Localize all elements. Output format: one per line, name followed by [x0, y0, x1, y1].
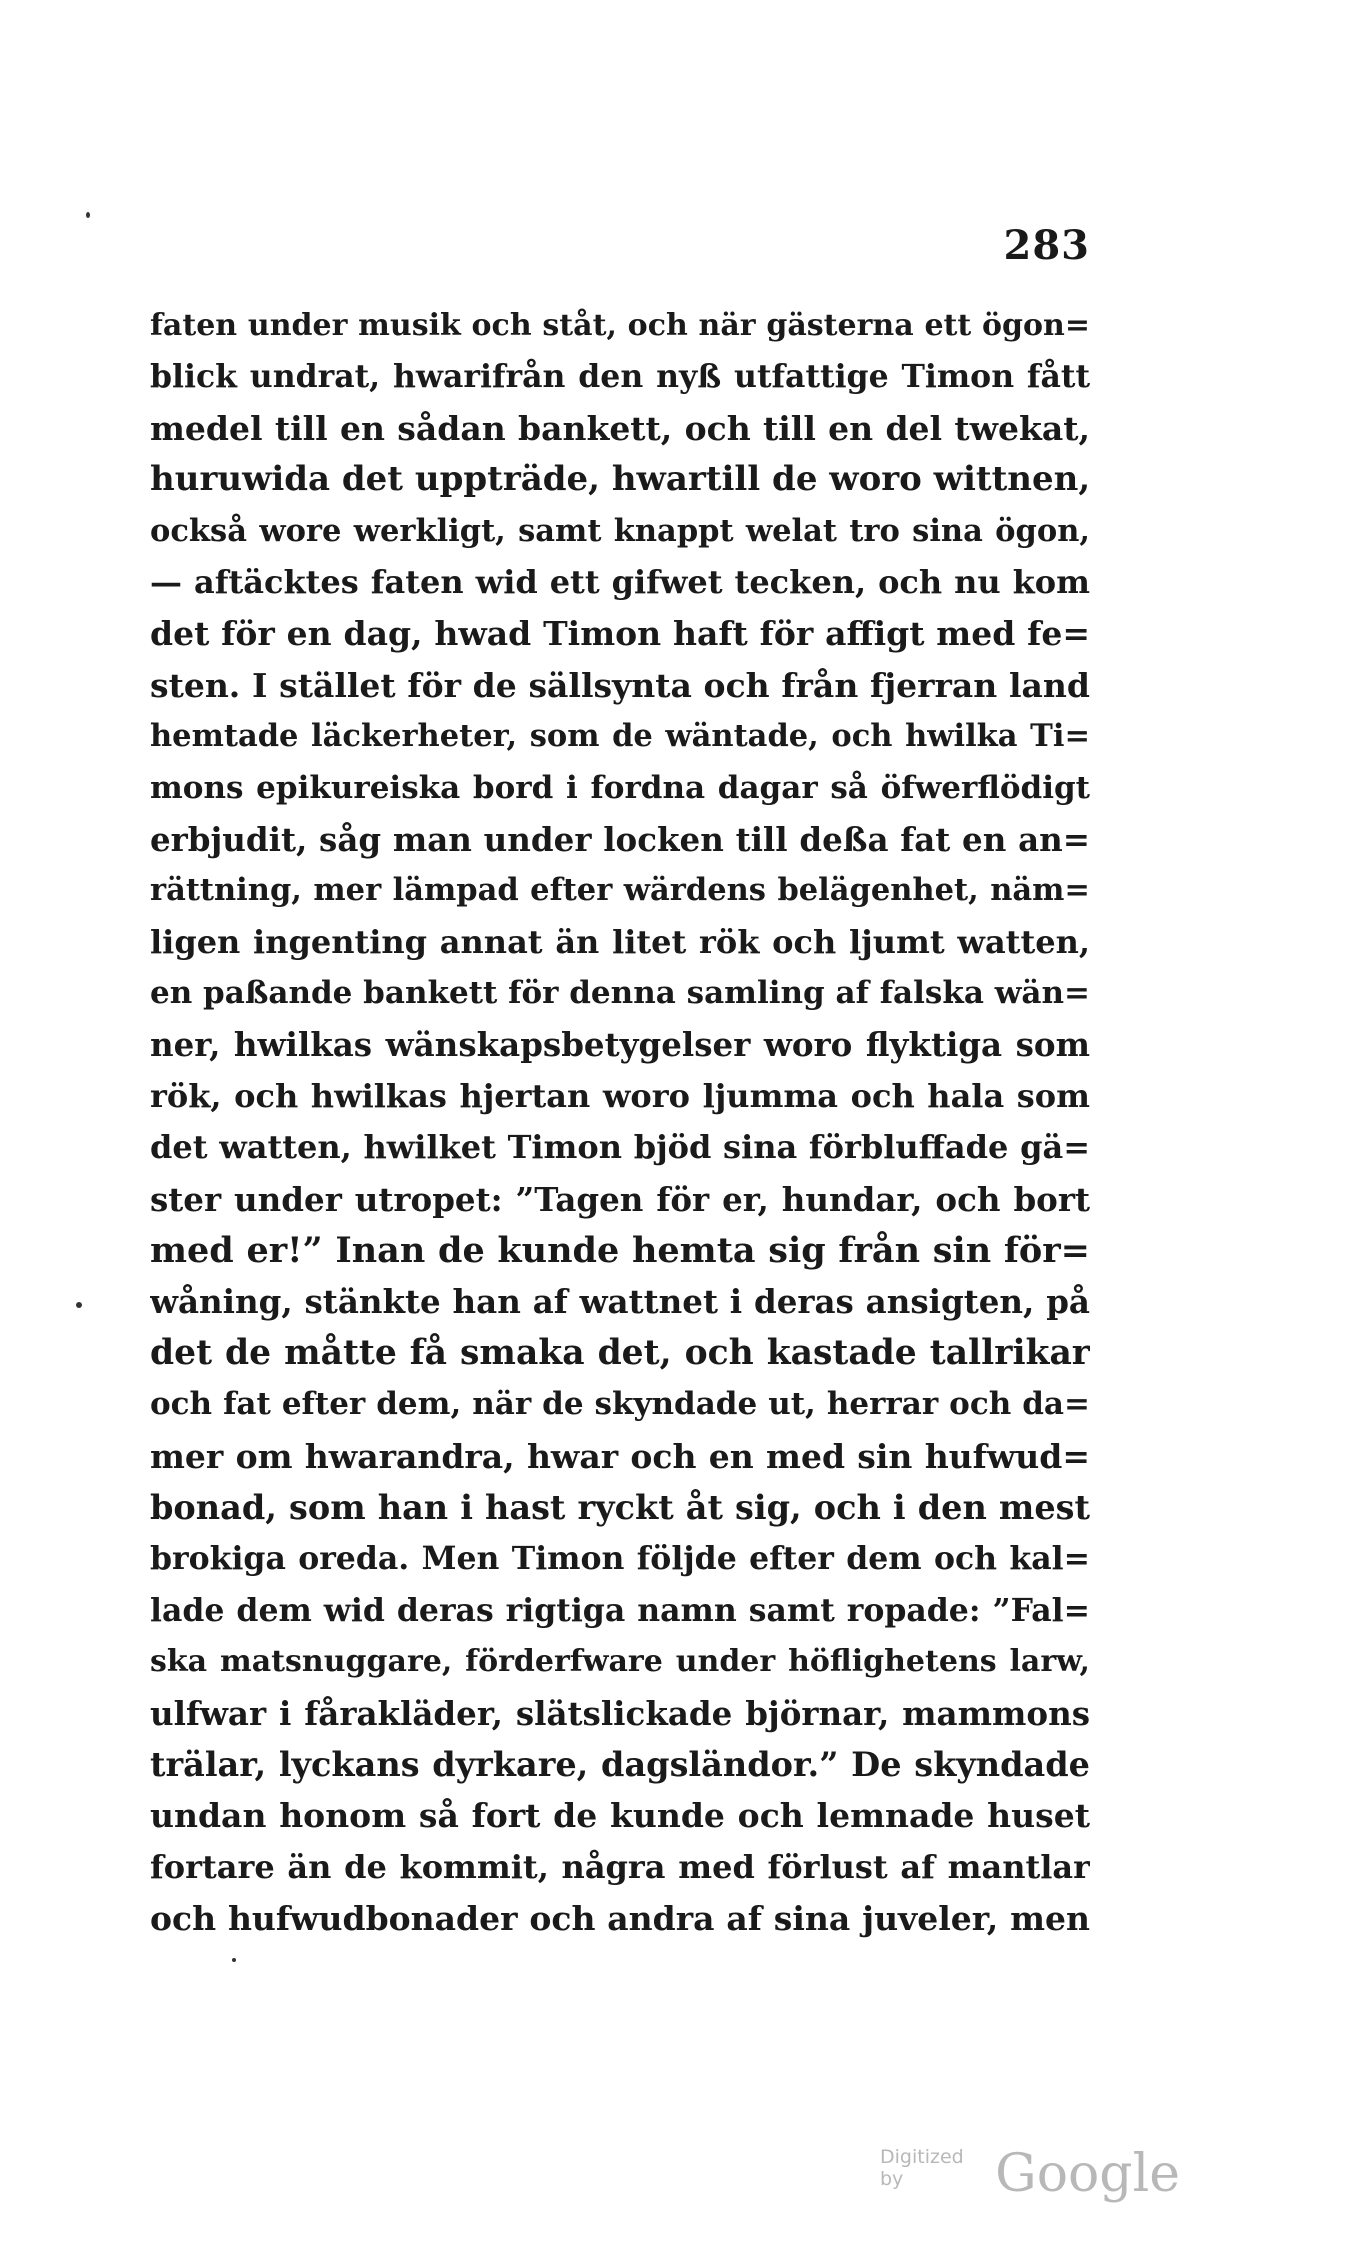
text-line: huruwida det uppträde, hwartill de woro wittnen, — [150, 459, 1090, 500]
text-line: det watten, hwilket Timon bjöd sina förbluffade gä= — [150, 1128, 1090, 1167]
google-logo: Google — [995, 2144, 1180, 2204]
text-line: sten. I stället för de sällsynta och från fjerran land — [150, 665, 1090, 705]
text-line: ulfwar i fårakläder, slätslickade björnar, mammons — [150, 1693, 1090, 1733]
text-line: mer om hwarandra, hwar och en med sin hufwud= — [150, 1436, 1090, 1476]
text-line: det för en dag, hwad Timon haft för affigt med fe= — [150, 614, 1090, 654]
text-line: och hufwudbonader och andra af sina juveler, men — [150, 1899, 1090, 1939]
text-line: hemtade läckerheter, som de wäntade, och hwilka Ti= — [150, 718, 1090, 755]
text-line: mons epikureiska bord i fordna dagar så öfwerflödigt — [150, 769, 1090, 806]
text-line: ska matsnuggare, förderfware under höflighetens larw, — [150, 1644, 1090, 1680]
text-line: fortare än de kommit, några med förlust af mantlar — [150, 1847, 1090, 1886]
text-line: ligen ingenting annat än litet rök och ljumt watten, — [150, 922, 1090, 961]
text-line: faten under musik och ståt, och när gästerna ett ögon= — [150, 308, 1090, 343]
text-line: med er!” Inan de kunde hemta sig från sin för= — [150, 1230, 1090, 1272]
text-line: en paßande bankett för denna samling af falska wän= — [150, 975, 1090, 1012]
text-line: rättning, mer lämpad efter wärdens belägenhet, näm= — [150, 872, 1090, 909]
scan-speck — [86, 212, 90, 218]
text-line: medel till en sådan bankett, och till en del twekat, — [150, 408, 1090, 448]
text-line: och fat efter dem, när de skyndade ut, herrar och da= — [150, 1386, 1090, 1423]
text-line: rök, och hwilkas hjertan woro ljumma och hala som — [150, 1076, 1090, 1115]
scan-speck — [232, 1958, 236, 1962]
text-line: blick undrat, hwarifrån den nyß utfattige Timon fått — [150, 358, 1090, 396]
body-text — [150, 300, 1090, 1945]
text-line: lade dem wid deras rigtiga namn samt ropade: ”Fal= — [150, 1591, 1090, 1629]
digitized-by-google-watermark — [880, 2140, 1180, 2204]
text-line: brokiga oreda. Men Timon följde efter dem och kal= — [150, 1540, 1090, 1578]
scan-speck — [76, 1302, 82, 1308]
page-number: 283 — [1003, 222, 1090, 269]
text-line: ster under utropet: ”Tagen för er, hundar, och bort — [150, 1179, 1090, 1219]
text-line: också wore werkligt, samt knappt welat tro sina ögon, — [150, 512, 1090, 549]
text-line: wåning, stänkte han af wattnet i deras ansigten, på — [150, 1282, 1090, 1322]
text-line: bonad, som han i hast ryckt åt sig, och i den mest — [150, 1487, 1090, 1527]
text-line: erbjudit, såg man under locken till deßa fat en an= — [150, 819, 1090, 859]
text-line: — aftäcktes faten wid ett gifwet tecken, och nu kom — [150, 562, 1090, 601]
text-line: undan honom så fort de kunde och lemnade huset — [150, 1796, 1090, 1836]
text-line: ner, hwilkas wänskapsbetygelser woro flyktiga som — [150, 1025, 1090, 1065]
text-line: det de måtte få smaka det, och kastade tallrikar — [150, 1332, 1090, 1373]
text-line: trälar, lyckans dyrkare, dagsländor.” De skyndade — [150, 1744, 1090, 1784]
watermark-prefix: Digitized by — [880, 2146, 964, 2190]
